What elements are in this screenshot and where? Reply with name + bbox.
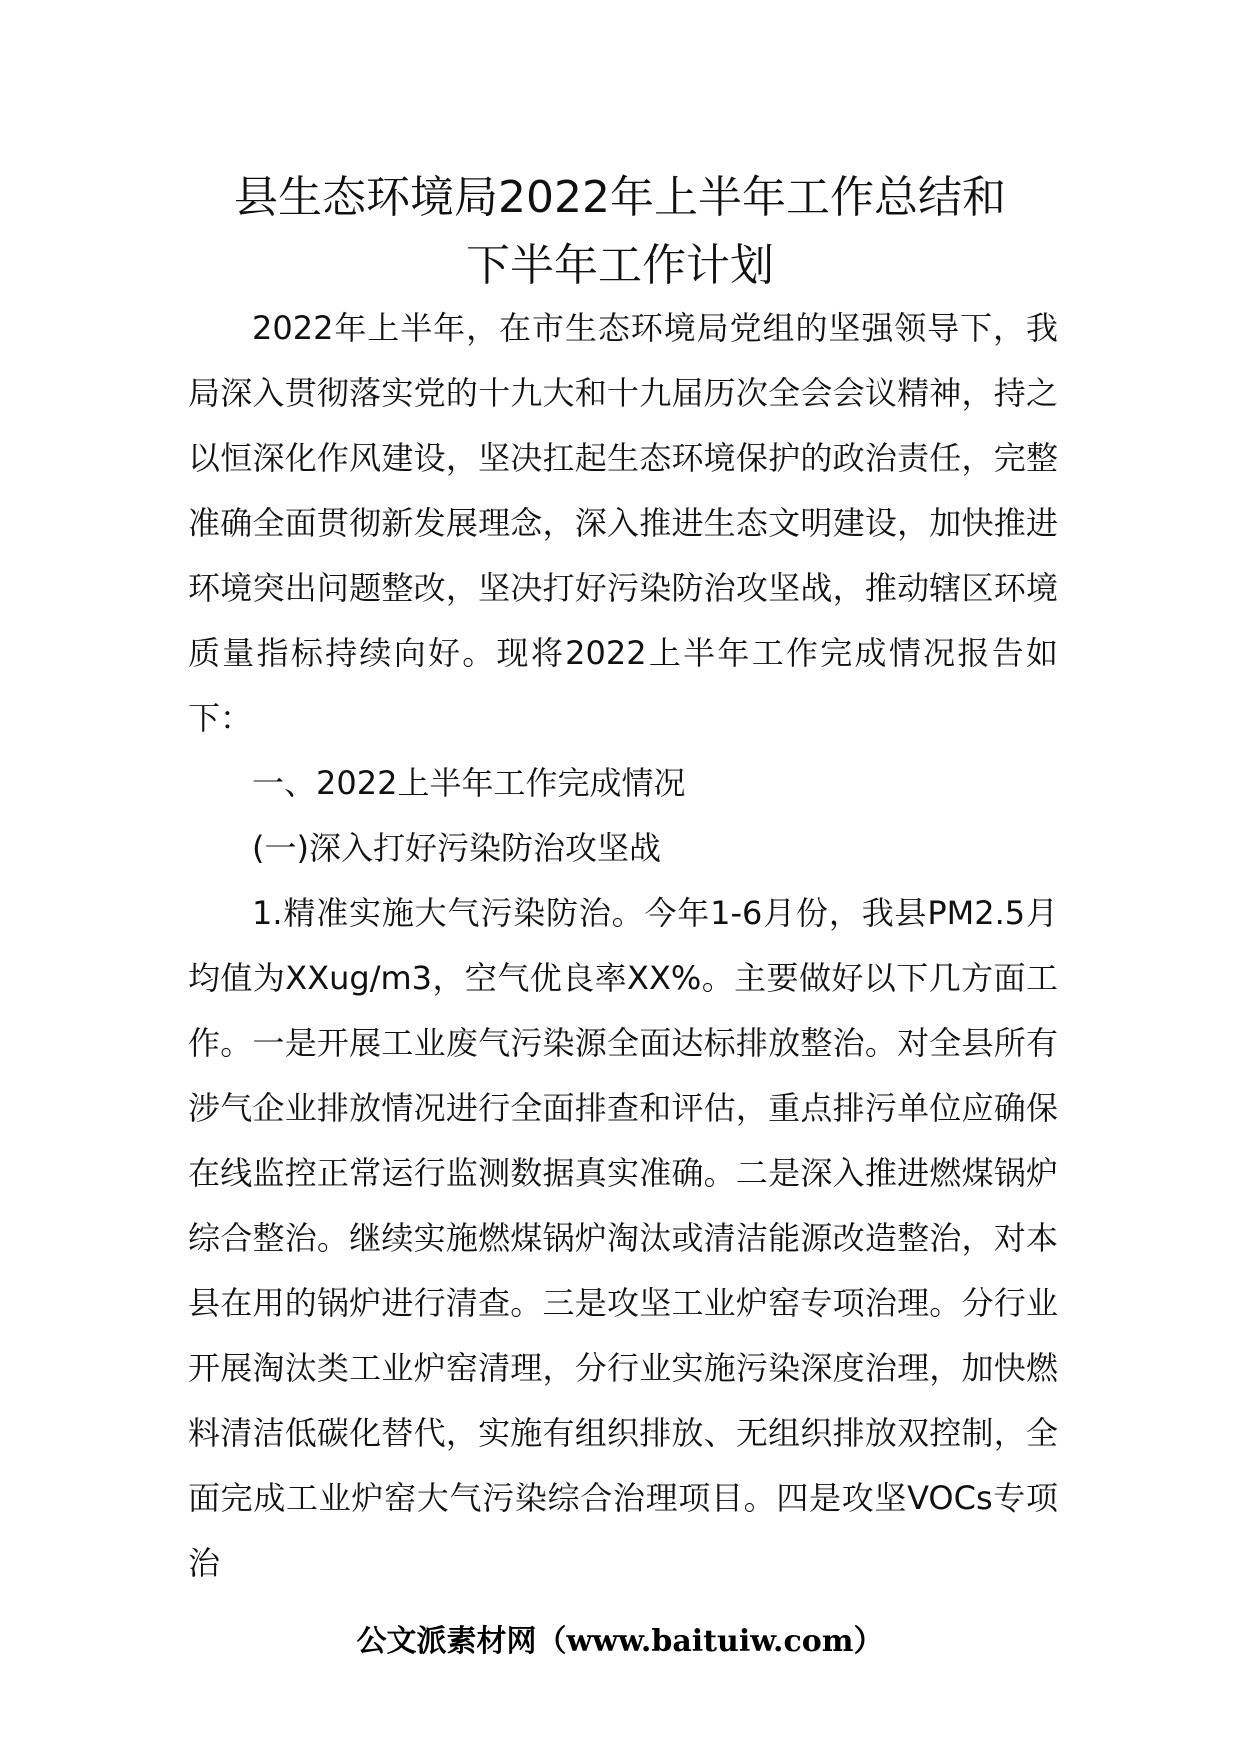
intro-paragraph: 2022年上半年，在市生态环境局党组的坚强领导下，我局深入贯彻落实党的十九大和十九届历次全会会议精神，持之以恒深化作风建设，坚决扛起生态环境保护的政治责任，完整准确全面贯彻新发展理念，深入推进生态文明建设，加快推进环境突出问题整改，坚决打好污染防治攻坚战，推动辖区环境质量指标持续向好。现将2022上半年工作完成情况报告如下：: [188, 309, 1058, 737]
document-body: [188, 296, 1058, 1596]
document-title-line-1: 县生态环境局2022年上半年工作总结和: [234, 172, 1006, 223]
air-pollution-paragraph: 1.精准实施大气污染防治。今年1-6月份，我县PM2.5月均值为XXug/m3，空气优良率XX%。主要做好以下几方面工作。一是开展工业废气污染源全面达标排放整治。对全县所有涉气企业排放情况进行全面排查和评估，重点排污单位应确保在线监控正常运行监测数据真实准确。二是深入推进燃煤锅炉综合整治。继续实施燃煤锅炉淘汰或清洁能源改造整治，对本县在用的锅炉进行清查。三是攻坚工业炉窑专项治理。分行业开展淘汰类工业炉窑清理，分行业实施污染深度治理，加快燃料清洁低碳化替代，实施有组织排放、无组织排放双控制，全面完成工业炉窑大气污染综合治理项目。四是攻坚VOCs专项治: [188, 894, 1058, 1582]
section-heading: 一、2022上半年工作完成情况: [252, 764, 686, 802]
footer-watermark: 公文派素材网（www.baituiw.com）: [356, 1624, 884, 1659]
document-title-line-2: 下半年工作计划: [466, 240, 774, 291]
subsection-heading: (一)深入打好污染防治攻坚战: [252, 829, 661, 867]
